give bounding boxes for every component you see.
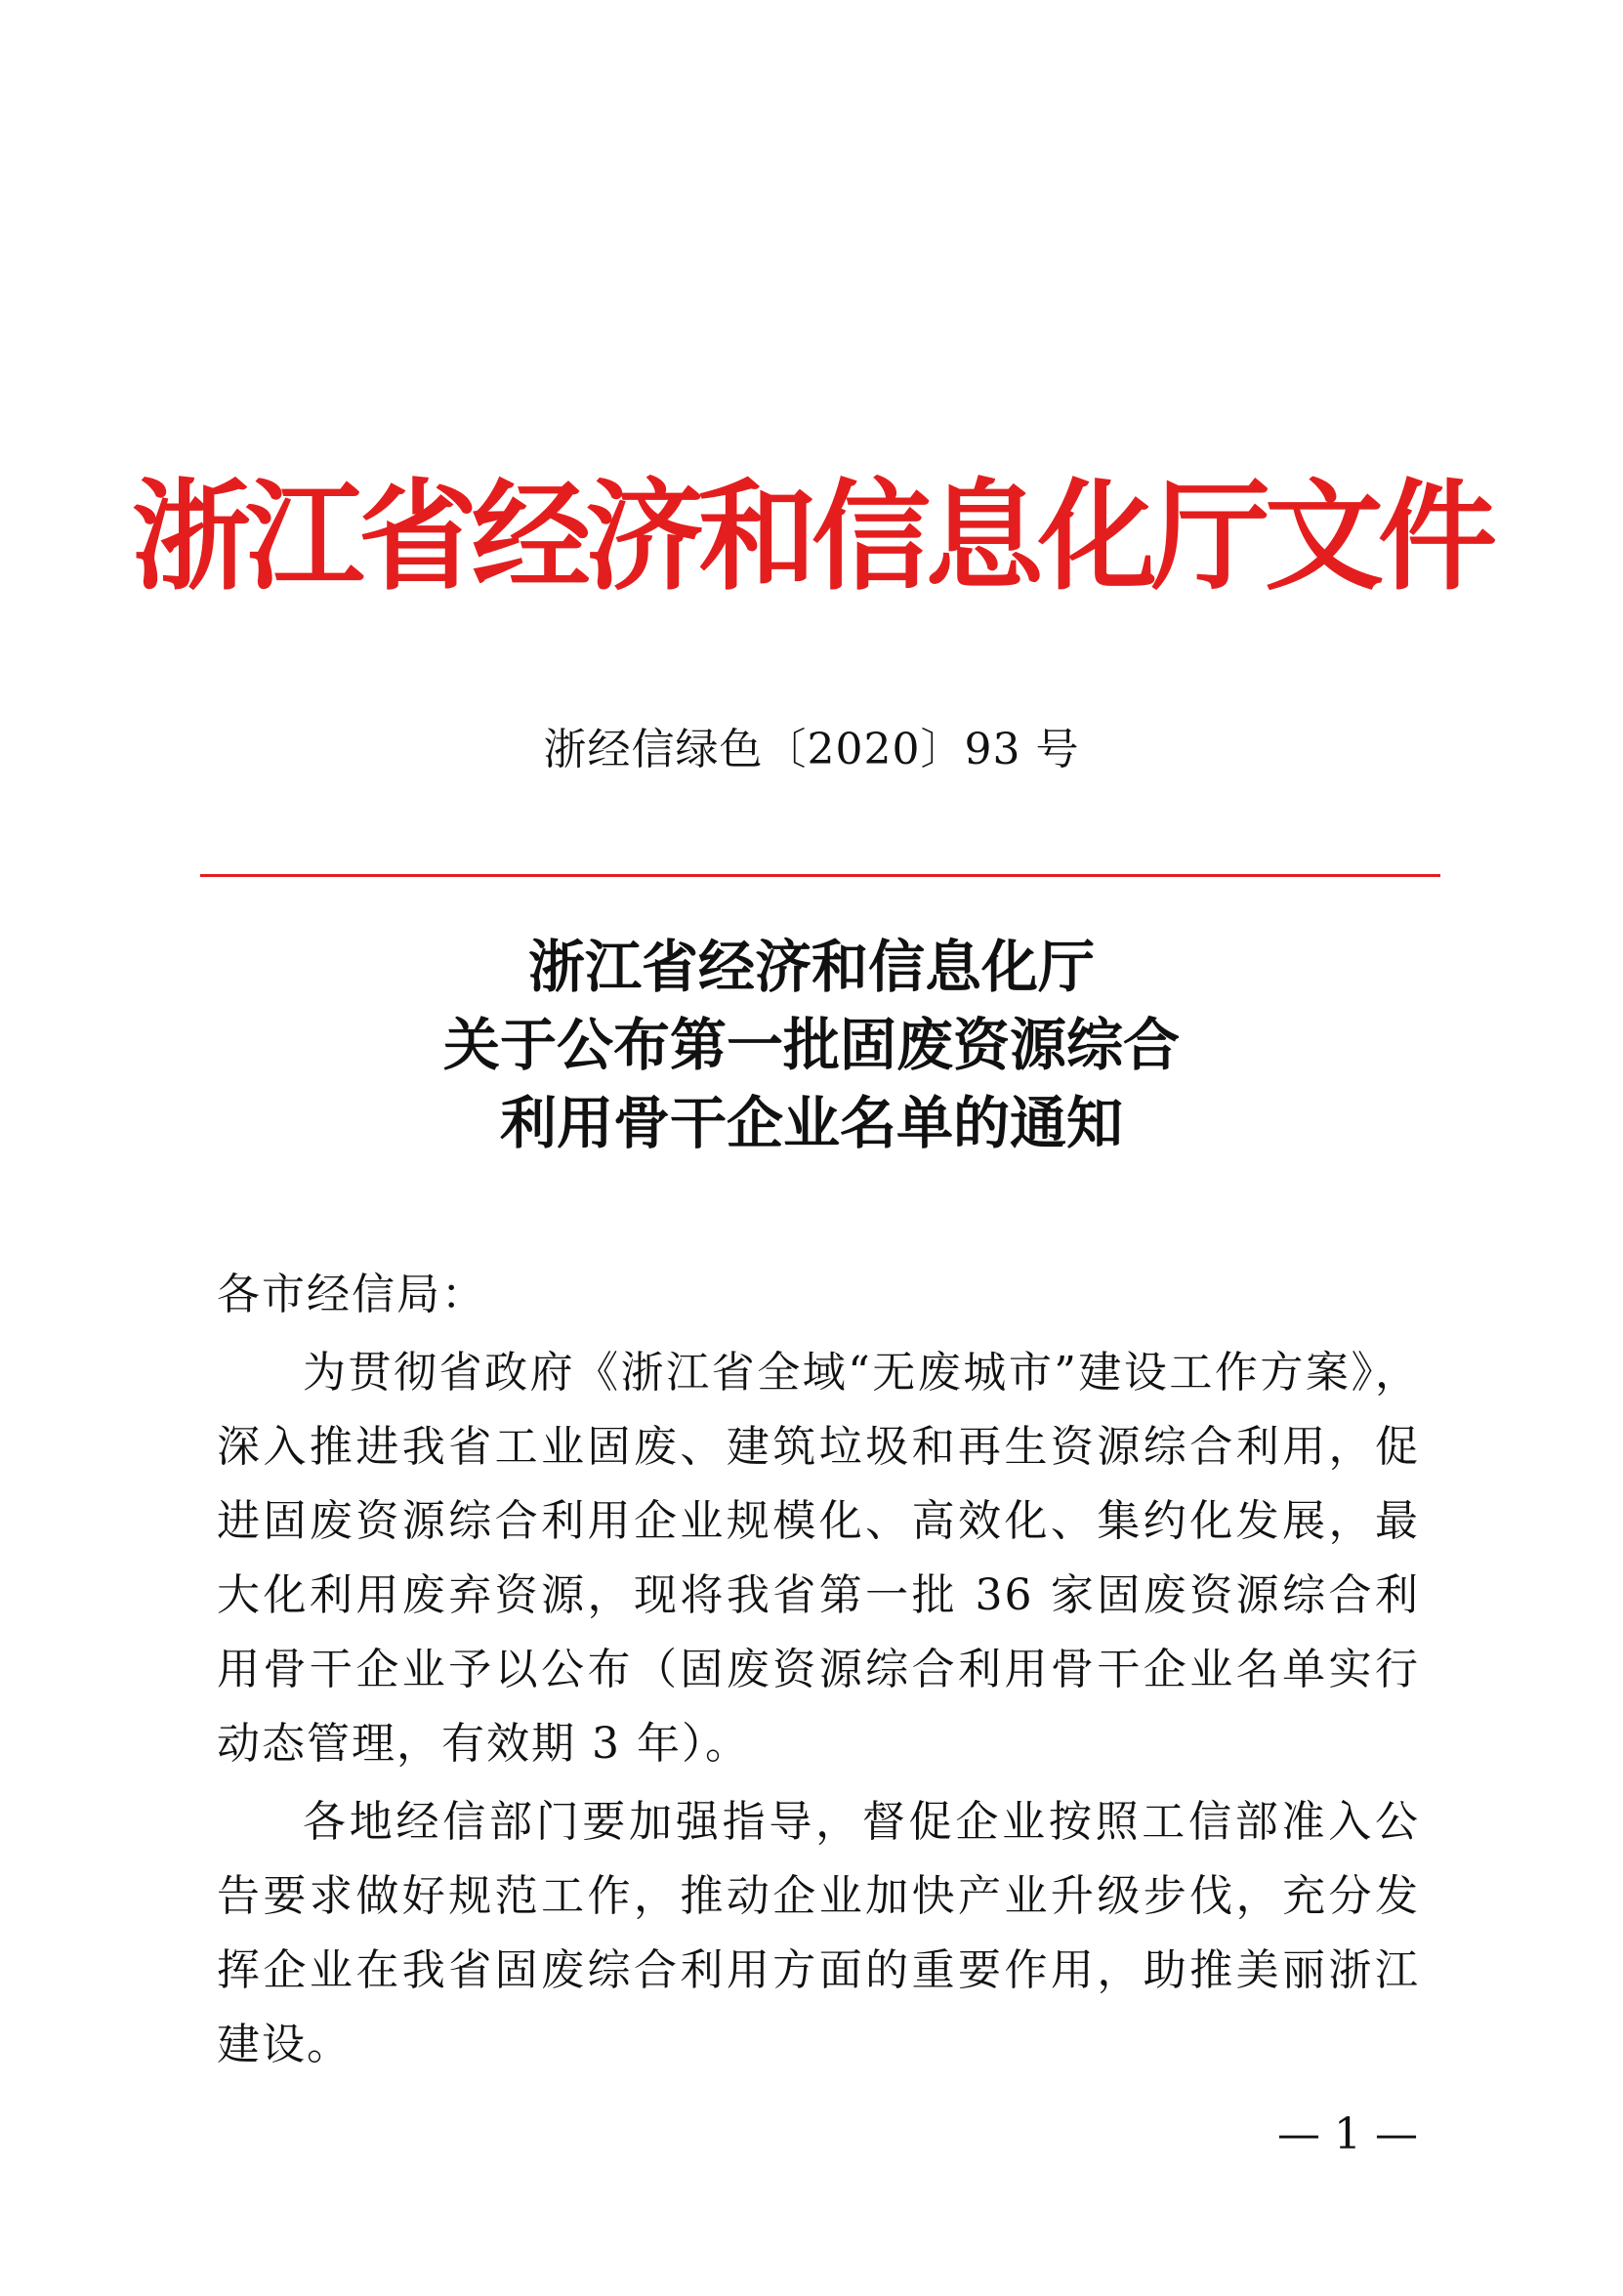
body-paragraph: 各地经信部门要加强指导，督促企业按照工信部准入公告要求做好规范工作，推动企业加快产业升级步伐，充分发挥企业在我省固废综合利用方面的重要作用，助推美丽浙江建设。 (217, 1797, 1420, 2069)
body-paragraph: 为贯彻省政府《浙江省全域“无废城市”建设工作方案》，深入推进我省工业固废、建筑垃圾和再生资源综合利用，促进固废资源综合利用企业规模化、高效化、集约化发展，最大化利用废弃资源，现将我省第一批 36 家固废资源综合利用骨干企业予以公布（固废资源综合利用骨干企业名单实行动态管理，有效期 3 年）。 (217, 1348, 1420, 1769)
notice-title-line: 关于公布第一批固废资源综合 (442, 1012, 1180, 1078)
salutation: 各市经信局： (217, 1270, 486, 1319)
red-divider-line (200, 874, 1440, 877)
notice-title (0, 928, 1623, 1162)
document-number: 浙经信绿色〔2020〕93 号 (543, 725, 1080, 774)
document-masthead: 浙江省经济和信息化厅文件 (132, 468, 1491, 606)
notice-body (217, 1258, 1420, 2086)
notice-title-line: 利用骨干企业名单的通知 (499, 1090, 1123, 1156)
page-number: — 1 — (1277, 2109, 1418, 2159)
notice-title-line: 浙江省经济和信息化厅 (527, 934, 1095, 1000)
